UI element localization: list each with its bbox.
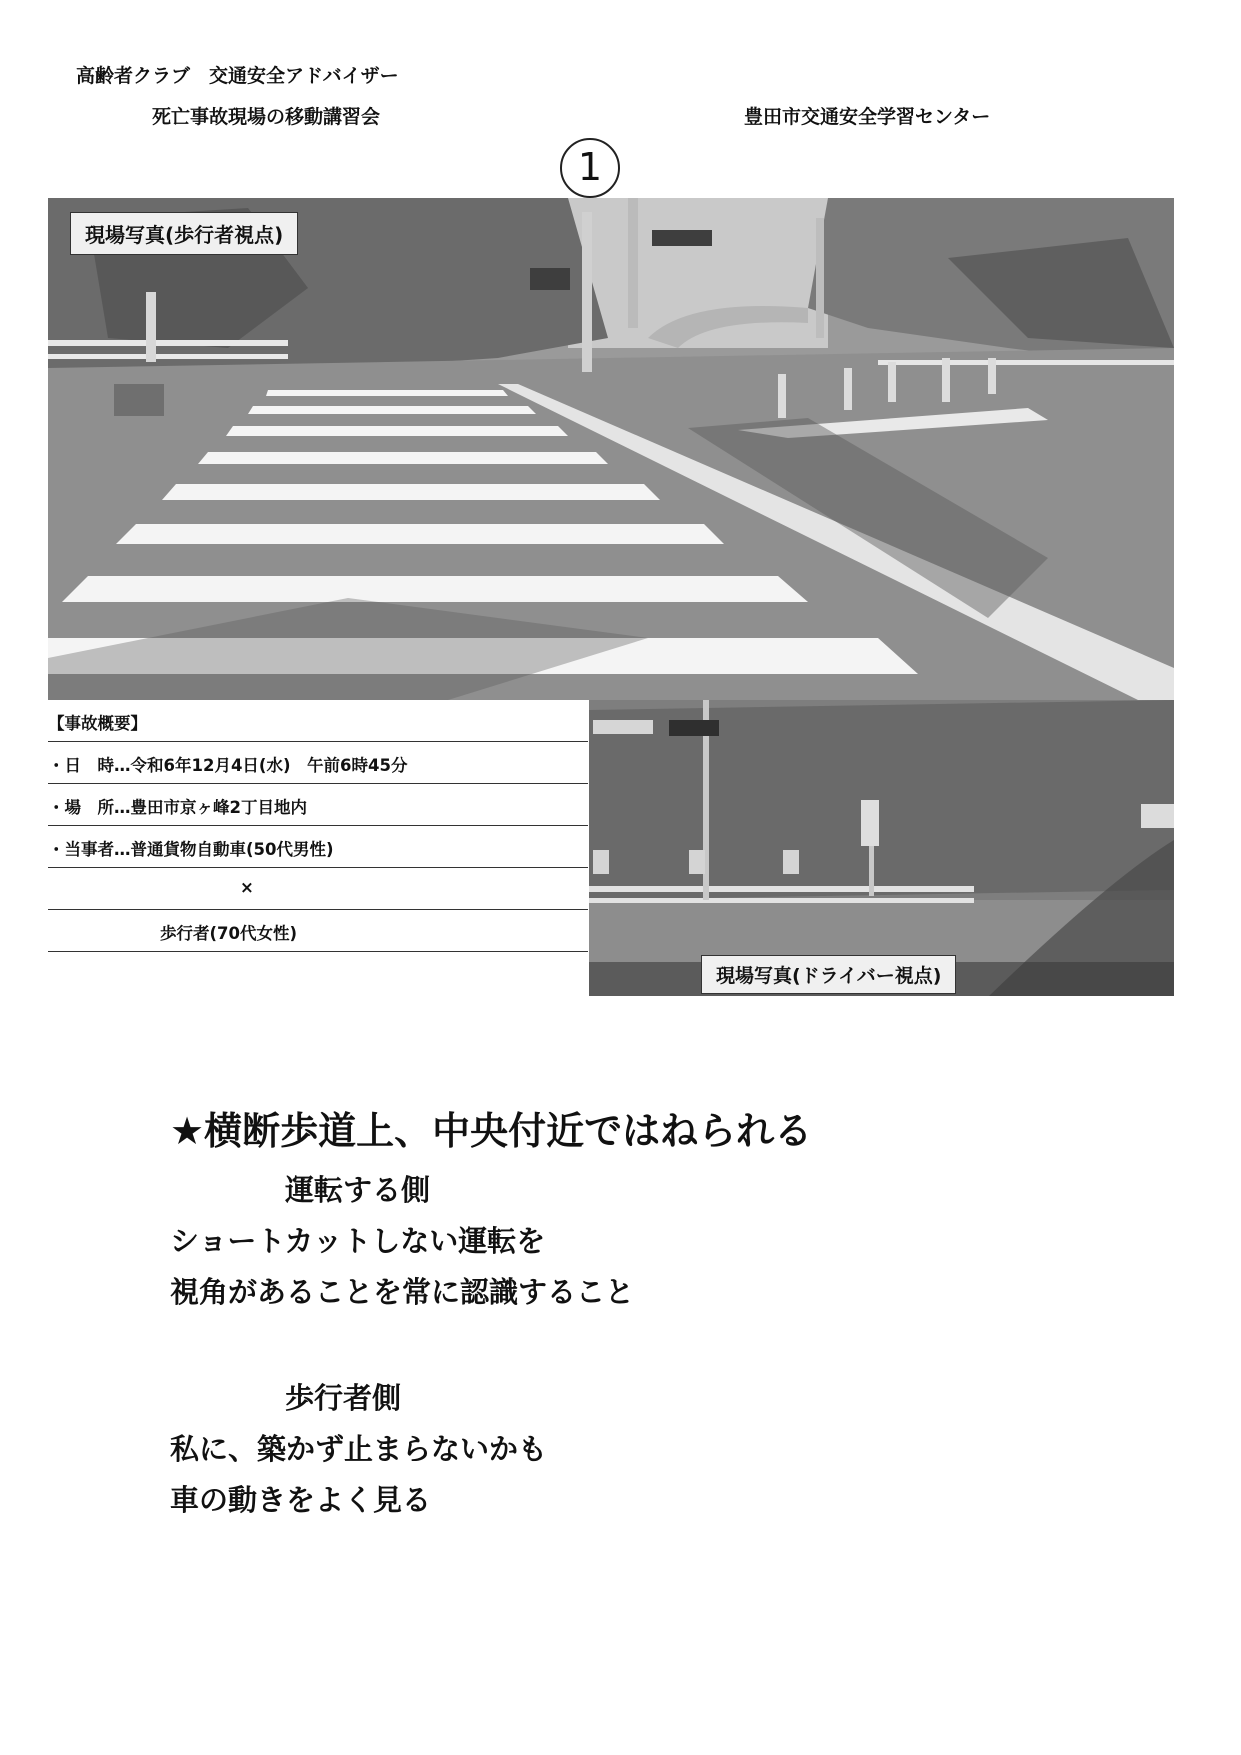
summary-row-versus <box>48 868 588 910</box>
scene-photo-driver <box>589 700 1174 996</box>
pedestrian-view-label: 現場写真(歩行者視点) <box>70 212 298 255</box>
driver-lesson-line-2: 視角があることを常に認識すること <box>170 1275 635 1309</box>
header-course-title: 死亡事故現場の移動講習会 <box>152 106 381 128</box>
summary-row-place <box>48 784 588 826</box>
lesson-headline: ★横断歩道上、中央付近ではねられる <box>170 1109 813 1153</box>
summary-party-pedestrian: 歩行者(70代女性) <box>160 924 298 943</box>
summary-place: ・場 所…豊田市京ヶ峰2丁目地内 <box>48 798 307 817</box>
header-organization: 豊田市交通安全学習センター <box>744 106 991 128</box>
driver-lesson-line-1: ショートカットしない運転を <box>170 1224 546 1258</box>
summary-party-vehicle: ・当事者…普通貨物自動車(50代男性) <box>48 840 334 859</box>
accident-summary-table <box>48 700 588 996</box>
header-club-title: 高齢者クラブ 交通安全アドバイザー <box>76 65 399 87</box>
pedestrian-lesson-line-2: 車の動きをよく見る <box>170 1483 432 1517</box>
summary-row-party1 <box>48 826 588 868</box>
crosswalk-scene-illustration <box>48 198 1174 700</box>
summary-heading: 【事故概要】 <box>48 714 147 733</box>
summary-row-datetime <box>48 742 588 784</box>
summary-datetime: ・日 時…令和6年12月4日(水) 午前6時45分 <box>48 756 408 775</box>
summary-row-party2 <box>48 910 588 952</box>
driver-view-illustration <box>589 700 1174 996</box>
driver-side-heading: 運転する側 <box>285 1173 431 1207</box>
page-number-badge: 1 <box>560 138 620 198</box>
pedestrian-side-heading: 歩行者側 <box>285 1381 402 1415</box>
pedestrian-lesson-line-1: 私に、築かず止まらないかも <box>170 1432 548 1466</box>
scene-photo-pedestrian <box>48 198 1174 700</box>
summary-versus: × <box>240 878 254 897</box>
driver-view-label: 現場写真(ドライバー視点) <box>701 955 956 994</box>
summary-heading-row <box>48 700 588 742</box>
